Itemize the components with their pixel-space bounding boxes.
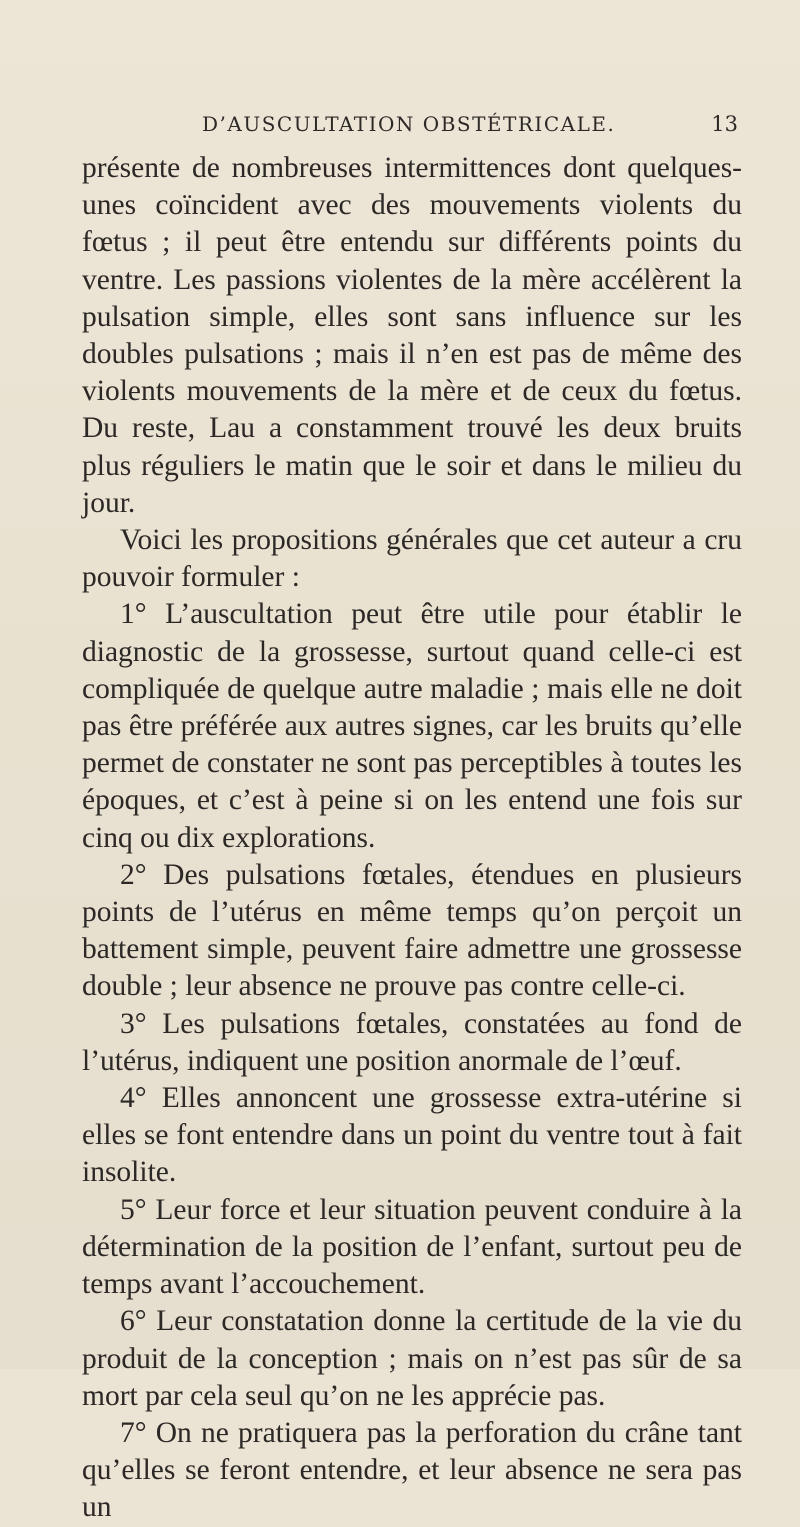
proposition-2: 2° Des pulsations fœtales, étendues en plusieurs points de l’utérus en même temps qu’on perçoit un battement simple, peuvent faire admettre une grossesse double ; leur absence ne prouve pas contre celle-ci. — [82, 858, 742, 1003]
page-header — [82, 112, 738, 152]
proposition-4: 4° Elles annoncent une grossesse extra-utérine si elles se font entendre dans un point du ventre tout à fait insolite. — [82, 1082, 742, 1189]
proposition-7: 7° On ne pratiquera pas la perforation du crâne tant qu’elles se feront entendre, et leur absence ne sera pas un — [82, 1416, 742, 1524]
proposition-5: 5° Leur force et leur situation peuvent conduire à la détermination de la position de l’enfant, surtout peu de temps avant l’accouchement. — [82, 1193, 742, 1301]
running-title: D’AUSCULTATION OBSTÉTRICALE. — [202, 112, 616, 136]
body-text — [82, 150, 742, 1527]
proposition-6: 6° Leur constatation donne la certitude de la vie du produit de la conception ; mais on n’est pas sûr de sa mort par cela seul qu’on ne les apprécie pas. — [82, 1305, 742, 1412]
proposition-1: 1° L’auscultation peut être utile pour établir le diagnostic de la grossesse, surtout quand celle-ci est compliquée de quelque autre maladie ; mais elle ne doit pas être préférée aux autres signes, car les bruits qu’elle permet de constater ne sont pas perceptibles à toutes les époques, et c’est à peine si on les entend une fois sur cinq ou dix explorations. — [82, 598, 742, 854]
paragraph-continuation: présente de nombreuses intermittences dont quelques-unes coïncident avec des mouvements violents du fœtus ; il peut être entendu sur différents points du ventre. Les passions violentes de la mère accélèrent la pulsation simple, elles sont sans influence sur les doubles pulsations ; mais il n’en est pas de même des violents mouvements de la mère et de ceux du fœtus. Du reste, Lau a constamment trouvé les deux bruits plus réguliers le matin que le soir et dans le milieu du jour. — [82, 152, 742, 519]
page-number: 13 — [711, 112, 738, 136]
proposition-3: 3° Les pulsations fœtales, constatées au fond de l’utérus, indiquent une position anormale de l’œuf. — [82, 1007, 742, 1077]
paragraph-intro: Voici les propositions générales que cet auteur a cru pouvoir formuler : — [82, 524, 742, 594]
